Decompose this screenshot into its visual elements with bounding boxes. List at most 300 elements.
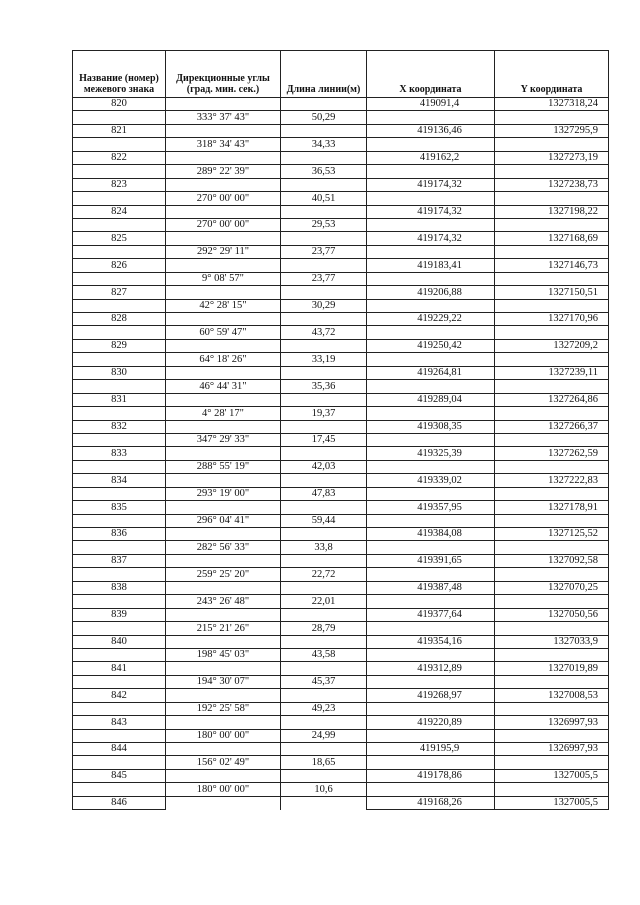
empty-cell [495, 299, 609, 312]
direction-angle: 289° 22' 39" [166, 165, 281, 178]
point-name: 836 [73, 528, 166, 541]
y-coordinate: 1327178,91 [495, 501, 609, 514]
y-coordinate: 1327262,59 [495, 447, 609, 460]
direction-angle: 46° 44' 31" [166, 380, 281, 393]
empty-cell [73, 272, 166, 285]
y-coordinate: 1327033,9 [495, 635, 609, 648]
y-coordinate: 1327239,11 [495, 366, 609, 379]
empty-cell [495, 245, 609, 258]
empty-cell [281, 366, 367, 379]
table-header [73, 51, 609, 98]
header-x-coordinate: X координата [367, 51, 495, 98]
segment-row [73, 783, 609, 796]
empty-cell [367, 165, 495, 178]
y-coordinate: 1327209,2 [495, 339, 609, 352]
point-name: 835 [73, 501, 166, 514]
point-name: 827 [73, 286, 166, 299]
direction-angle: 259° 25' 20" [166, 568, 281, 581]
x-coordinate: 419312,89 [367, 662, 495, 675]
empty-cell [281, 124, 367, 137]
empty-cell [73, 756, 166, 769]
point-name: 820 [73, 98, 166, 111]
empty-cell [73, 245, 166, 258]
direction-angle: 318° 34' 43" [166, 138, 281, 151]
empty-cell [281, 635, 367, 648]
empty-cell [73, 487, 166, 500]
direction-angle: 156° 02' 49" [166, 756, 281, 769]
point-name: 843 [73, 716, 166, 729]
y-coordinate: 1327092,58 [495, 554, 609, 567]
empty-cell [281, 769, 367, 782]
header-point-name: Название (номер) межевого знака [73, 51, 166, 98]
empty-cell [73, 353, 166, 366]
point-name: 832 [73, 420, 166, 433]
direction-angle: 333° 37' 43" [166, 111, 281, 124]
line-length: 18,65 [281, 756, 367, 769]
empty-cell [73, 299, 166, 312]
empty-cell [281, 98, 367, 111]
direction-angle: 9° 08' 57" [166, 272, 281, 285]
y-coordinate: 1327198,22 [495, 205, 609, 218]
empty-cell [166, 339, 281, 352]
point-name: 841 [73, 662, 166, 675]
empty-cell [495, 353, 609, 366]
segment-row [73, 353, 609, 366]
direction-angle: 180° 00' 00" [166, 783, 281, 796]
y-coordinate: 1327318,24 [495, 98, 609, 111]
y-coordinate: 1327150,51 [495, 286, 609, 299]
x-coordinate: 419384,08 [367, 528, 495, 541]
direction-angle: 64° 18' 26" [166, 353, 281, 366]
x-coordinate: 419206,88 [367, 286, 495, 299]
point-row [73, 743, 609, 756]
y-coordinate: 1327070,25 [495, 581, 609, 594]
line-length: 49,23 [281, 702, 367, 715]
empty-cell [367, 487, 495, 500]
x-coordinate: 419136,46 [367, 124, 495, 137]
table-body [73, 98, 609, 810]
empty-cell [281, 474, 367, 487]
empty-cell [166, 313, 281, 326]
empty-cell [166, 554, 281, 567]
empty-cell [367, 326, 495, 339]
line-length: 33,8 [281, 541, 367, 554]
point-name: 845 [73, 769, 166, 782]
y-coordinate: 1327295,9 [495, 124, 609, 137]
x-coordinate: 419289,04 [367, 393, 495, 406]
empty-cell [281, 662, 367, 675]
point-name: 842 [73, 689, 166, 702]
empty-cell [281, 151, 367, 164]
point-name: 825 [73, 232, 166, 245]
x-coordinate: 419183,41 [367, 259, 495, 272]
empty-cell [495, 783, 609, 796]
empty-cell [166, 662, 281, 675]
empty-cell [367, 192, 495, 205]
point-row [73, 581, 609, 594]
empty-cell [166, 769, 281, 782]
empty-cell [166, 178, 281, 191]
empty-cell [166, 608, 281, 621]
line-length: 45,37 [281, 675, 367, 688]
empty-cell [73, 165, 166, 178]
boundary-points-table [72, 50, 609, 810]
empty-cell [367, 407, 495, 420]
empty-cell [367, 138, 495, 151]
point-name: 837 [73, 554, 166, 567]
empty-cell [73, 783, 166, 796]
point-row [73, 420, 609, 433]
empty-cell [166, 474, 281, 487]
point-name: 833 [73, 447, 166, 460]
direction-angle: 4° 28' 17" [166, 407, 281, 420]
empty-cell [166, 581, 281, 594]
point-row [73, 393, 609, 406]
point-row [73, 608, 609, 621]
point-row [73, 528, 609, 541]
empty-cell [166, 447, 281, 460]
empty-cell [367, 756, 495, 769]
x-coordinate: 419308,35 [367, 420, 495, 433]
empty-cell [281, 608, 367, 621]
header-direction-angle: Дирекционные углы (град. мин. сек.) [166, 51, 281, 98]
point-row [73, 178, 609, 191]
empty-cell [495, 568, 609, 581]
y-coordinate: 1327005,5 [495, 769, 609, 782]
empty-cell [367, 299, 495, 312]
point-row [73, 716, 609, 729]
point-row [73, 474, 609, 487]
y-coordinate: 1327168,69 [495, 232, 609, 245]
direction-angle: 194° 30' 07" [166, 675, 281, 688]
direction-angle: 292° 29' 11" [166, 245, 281, 258]
x-coordinate: 419377,64 [367, 608, 495, 621]
empty-cell [281, 313, 367, 326]
direction-angle: 296° 04' 41" [166, 514, 281, 527]
point-row [73, 151, 609, 164]
empty-cell [495, 487, 609, 500]
direction-angle: 60° 59' 47" [166, 326, 281, 339]
segment-row [73, 245, 609, 258]
point-name: 839 [73, 608, 166, 621]
direction-angle: 270° 00' 00" [166, 218, 281, 231]
point-row [73, 259, 609, 272]
empty-cell [367, 218, 495, 231]
empty-cell [166, 124, 281, 137]
segment-row [73, 192, 609, 205]
empty-cell [495, 648, 609, 661]
point-row [73, 286, 609, 299]
x-coordinate: 419091,4 [367, 98, 495, 111]
empty-cell [367, 648, 495, 661]
y-coordinate: 1327264,86 [495, 393, 609, 406]
point-row [73, 98, 609, 111]
x-coordinate: 419195,9 [367, 743, 495, 756]
empty-cell [166, 393, 281, 406]
empty-cell [166, 796, 281, 809]
empty-cell [73, 595, 166, 608]
direction-angle: 180° 00' 00" [166, 729, 281, 742]
empty-cell [73, 111, 166, 124]
x-coordinate: 419387,48 [367, 581, 495, 594]
y-coordinate: 1327125,52 [495, 528, 609, 541]
empty-cell [495, 218, 609, 231]
x-coordinate: 419268,97 [367, 689, 495, 702]
empty-cell [166, 286, 281, 299]
direction-angle: 192° 25' 58" [166, 702, 281, 715]
point-row [73, 205, 609, 218]
direction-angle: 215° 21' 26" [166, 622, 281, 635]
empty-cell [281, 501, 367, 514]
empty-cell [281, 232, 367, 245]
empty-cell [281, 743, 367, 756]
direction-angle: 347° 29' 33" [166, 433, 281, 446]
empty-cell [281, 689, 367, 702]
empty-cell [73, 568, 166, 581]
point-row [73, 232, 609, 245]
y-coordinate: 1326997,93 [495, 716, 609, 729]
empty-cell [73, 407, 166, 420]
empty-cell [73, 514, 166, 527]
point-row [73, 662, 609, 675]
empty-cell [495, 702, 609, 715]
point-name: 846 [73, 796, 166, 809]
empty-cell [367, 675, 495, 688]
y-coordinate: 1327222,83 [495, 474, 609, 487]
segment-row [73, 326, 609, 339]
empty-cell [367, 111, 495, 124]
point-row [73, 796, 609, 809]
y-coordinate: 1326997,93 [495, 743, 609, 756]
point-row [73, 635, 609, 648]
x-coordinate: 419229,22 [367, 313, 495, 326]
line-length: 22,01 [281, 595, 367, 608]
empty-cell [73, 380, 166, 393]
x-coordinate: 419174,32 [367, 232, 495, 245]
point-name: 834 [73, 474, 166, 487]
line-length: 43,72 [281, 326, 367, 339]
empty-cell [495, 729, 609, 742]
empty-cell [73, 648, 166, 661]
empty-cell [367, 380, 495, 393]
x-coordinate: 419168,26 [367, 796, 495, 809]
empty-cell [495, 460, 609, 473]
point-row [73, 339, 609, 352]
empty-cell [73, 675, 166, 688]
x-coordinate: 419162,2 [367, 151, 495, 164]
empty-cell [281, 581, 367, 594]
line-length: 34,33 [281, 138, 367, 151]
x-coordinate: 419174,32 [367, 178, 495, 191]
x-coordinate: 419264,81 [367, 366, 495, 379]
header-y-coordinate: Y координата [495, 51, 609, 98]
segment-row [73, 514, 609, 527]
empty-cell [281, 339, 367, 352]
empty-cell [495, 514, 609, 527]
line-length: 36,53 [281, 165, 367, 178]
point-row [73, 366, 609, 379]
line-length: 47,83 [281, 487, 367, 500]
line-length: 33,19 [281, 353, 367, 366]
empty-cell [495, 165, 609, 178]
empty-cell [281, 716, 367, 729]
point-name: 831 [73, 393, 166, 406]
empty-cell [281, 393, 367, 406]
segment-row [73, 138, 609, 151]
empty-cell [495, 272, 609, 285]
empty-cell [166, 501, 281, 514]
segment-row [73, 487, 609, 500]
line-length: 28,79 [281, 622, 367, 635]
segment-row [73, 568, 609, 581]
segment-row [73, 433, 609, 446]
empty-cell [367, 702, 495, 715]
direction-angle: 243° 26' 48" [166, 595, 281, 608]
empty-cell [367, 245, 495, 258]
empty-cell [166, 205, 281, 218]
empty-cell [166, 366, 281, 379]
x-coordinate: 419354,16 [367, 635, 495, 648]
empty-cell [73, 702, 166, 715]
empty-cell [367, 353, 495, 366]
empty-cell [495, 192, 609, 205]
empty-cell [495, 380, 609, 393]
empty-cell [495, 326, 609, 339]
segment-row [73, 595, 609, 608]
point-name: 823 [73, 178, 166, 191]
y-coordinate: 1327273,19 [495, 151, 609, 164]
empty-cell [367, 622, 495, 635]
line-length: 42,03 [281, 460, 367, 473]
segment-row [73, 165, 609, 178]
empty-cell [73, 218, 166, 231]
line-length: 43,58 [281, 648, 367, 661]
line-length: 35,36 [281, 380, 367, 393]
empty-cell [73, 541, 166, 554]
segment-row [73, 272, 609, 285]
empty-cell [495, 433, 609, 446]
point-name: 829 [73, 339, 166, 352]
point-name: 844 [73, 743, 166, 756]
point-row [73, 447, 609, 460]
empty-cell [367, 729, 495, 742]
empty-cell [495, 541, 609, 554]
segment-row [73, 407, 609, 420]
x-coordinate: 419174,32 [367, 205, 495, 218]
line-length: 22,72 [281, 568, 367, 581]
segment-row [73, 218, 609, 231]
segment-row [73, 756, 609, 769]
x-coordinate: 419339,02 [367, 474, 495, 487]
line-length: 30,29 [281, 299, 367, 312]
x-coordinate: 419391,65 [367, 554, 495, 567]
point-row [73, 554, 609, 567]
empty-cell [73, 622, 166, 635]
line-length: 23,77 [281, 245, 367, 258]
empty-cell [73, 326, 166, 339]
empty-cell [73, 192, 166, 205]
empty-cell [367, 783, 495, 796]
empty-cell [281, 447, 367, 460]
empty-cell [495, 407, 609, 420]
empty-cell [495, 675, 609, 688]
line-length: 50,29 [281, 111, 367, 124]
line-length: 29,53 [281, 218, 367, 231]
y-coordinate: 1327266,37 [495, 420, 609, 433]
empty-cell [495, 622, 609, 635]
x-coordinate: 419357,95 [367, 501, 495, 514]
empty-cell [166, 259, 281, 272]
empty-cell [495, 111, 609, 124]
empty-cell [367, 541, 495, 554]
empty-cell [166, 716, 281, 729]
point-name: 840 [73, 635, 166, 648]
segment-row [73, 541, 609, 554]
y-coordinate: 1327238,73 [495, 178, 609, 191]
line-length: 59,44 [281, 514, 367, 527]
x-coordinate: 419325,39 [367, 447, 495, 460]
empty-cell [166, 689, 281, 702]
empty-cell [367, 595, 495, 608]
empty-cell [495, 756, 609, 769]
empty-cell [281, 205, 367, 218]
direction-angle: 42° 28' 15" [166, 299, 281, 312]
segment-row [73, 648, 609, 661]
y-coordinate: 1327005,5 [495, 796, 609, 809]
empty-cell [495, 595, 609, 608]
x-coordinate: 419220,89 [367, 716, 495, 729]
empty-cell [495, 138, 609, 151]
point-row [73, 501, 609, 514]
empty-cell [281, 286, 367, 299]
line-length: 10,6 [281, 783, 367, 796]
point-name: 828 [73, 313, 166, 326]
segment-row [73, 299, 609, 312]
y-coordinate: 1327050,56 [495, 608, 609, 621]
empty-cell [281, 796, 367, 809]
direction-angle: 282° 56' 33" [166, 541, 281, 554]
direction-angle: 293° 19' 00" [166, 487, 281, 500]
y-coordinate: 1327170,96 [495, 313, 609, 326]
y-coordinate: 1327019,89 [495, 662, 609, 675]
empty-cell [73, 433, 166, 446]
coordinates-sheet [72, 50, 608, 810]
point-row [73, 689, 609, 702]
line-length: 23,77 [281, 272, 367, 285]
direction-angle: 270° 00' 00" [166, 192, 281, 205]
point-name: 826 [73, 259, 166, 272]
empty-cell [281, 554, 367, 567]
empty-cell [73, 460, 166, 473]
x-coordinate: 419250,42 [367, 339, 495, 352]
segment-row [73, 111, 609, 124]
empty-cell [367, 568, 495, 581]
point-name: 838 [73, 581, 166, 594]
empty-cell [367, 514, 495, 527]
empty-cell [166, 635, 281, 648]
empty-cell [281, 259, 367, 272]
line-length: 19,37 [281, 407, 367, 420]
direction-angle: 198° 45' 03" [166, 648, 281, 661]
point-row [73, 769, 609, 782]
direction-angle: 288° 55' 19" [166, 460, 281, 473]
empty-cell [166, 420, 281, 433]
empty-cell [281, 178, 367, 191]
empty-cell [73, 138, 166, 151]
line-length: 24,99 [281, 729, 367, 742]
point-row [73, 313, 609, 326]
point-name: 830 [73, 366, 166, 379]
